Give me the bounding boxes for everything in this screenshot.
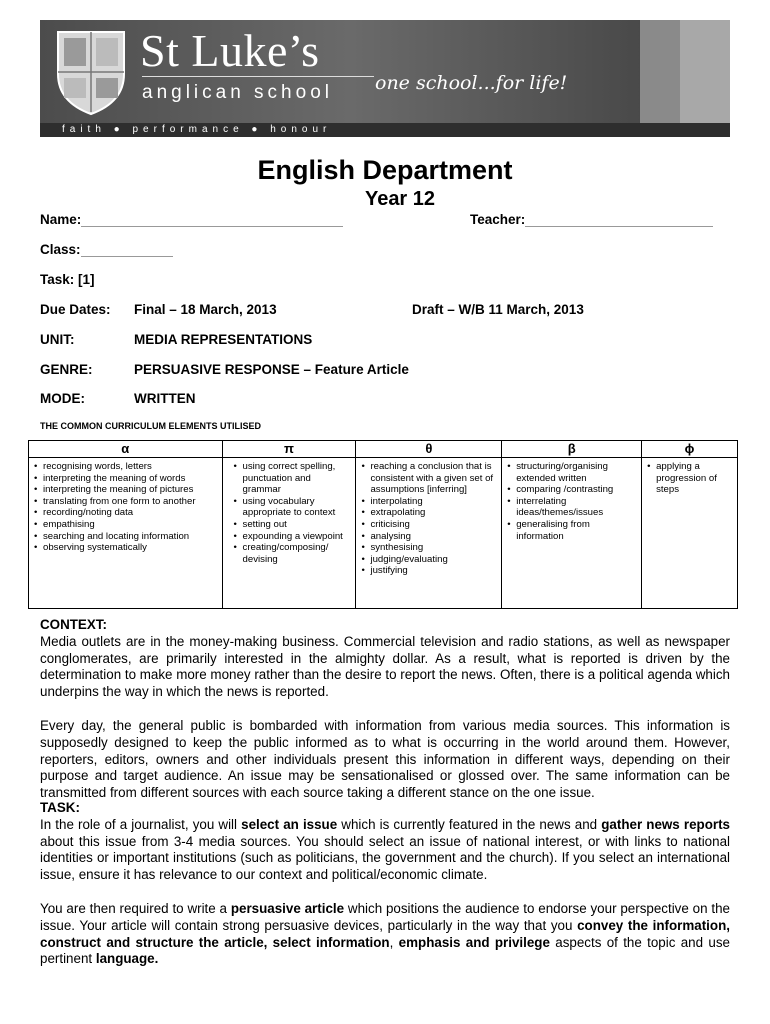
cce-column-pi: [222, 458, 356, 609]
school-values: faith ● performance ● honour: [62, 124, 332, 135]
list-item: • using correct spelling, punctuation and grammar: [243, 461, 352, 496]
school-name: St Luke’s: [140, 25, 320, 76]
due-final: Final – 18 March, 2013: [134, 302, 277, 317]
genre-label: GENRE:: [40, 362, 93, 377]
list-item: • synthesising: [370, 542, 497, 554]
context-section: [40, 617, 730, 802]
name-label: Name:: [40, 212, 82, 227]
task-text: You are then required to write a: [40, 900, 231, 916]
paragraph-spacer: [40, 884, 730, 901]
list-item: • expounding a viewpoint: [243, 531, 352, 543]
banner-divider: [142, 76, 374, 77]
cce-caption: THE COMMON CURRICULUM ELEMENTS UTILISED: [40, 421, 261, 431]
class-blank: [81, 256, 173, 257]
cce-column-alpha: [29, 458, 223, 609]
cce-items-row: [29, 458, 738, 609]
teacher-blank: [525, 226, 713, 227]
list-item: • applying a progression of steps: [656, 461, 733, 496]
task-emphasis: convey the information, construct and structure the article, select information: [40, 917, 730, 950]
task-emphasis: language.: [95, 951, 159, 967]
task-text: which positions the audience to endorse your perspective on the issue. Your article will contain strong persuasive devices, particularly in the way that you: [40, 900, 730, 933]
task-heading: TASK:: [40, 800, 80, 815]
task-emphasis: select an issue: [241, 816, 338, 832]
list-item: • criticising: [370, 519, 497, 531]
list-item: • using vocabulary appropriate to context: [243, 496, 352, 519]
due-label: Due Dates:: [40, 302, 111, 317]
list-item: • recognising words, letters: [43, 461, 218, 473]
list-item: • generalising from information: [516, 519, 637, 542]
list-item: • empathising: [43, 519, 218, 531]
task-emphasis: persuasive article: [230, 900, 345, 916]
task-number: Task: [1]: [40, 272, 95, 287]
list-item: • analysing: [370, 531, 497, 543]
list-item: • recording/noting data: [43, 507, 218, 519]
list-item: • interpolating: [370, 496, 497, 508]
banner-crest-panel-light: [680, 20, 730, 123]
school-subtitle: anglican school: [142, 82, 333, 103]
list-item: • translating from one form to another: [43, 496, 218, 508]
cce-table: [28, 440, 738, 609]
list-item: • searching and locating information: [43, 531, 218, 543]
cce-symbol-theta: θ: [356, 441, 502, 458]
school-crest-icon: [54, 28, 128, 116]
unit-value: MEDIA REPRESENTATIONS: [134, 332, 313, 347]
list-item: • comparing /contrasting: [516, 484, 637, 496]
class-field: [40, 242, 173, 257]
mode-label: MODE:: [40, 391, 85, 406]
list-item: • interpreting the meaning of pictures: [43, 484, 218, 496]
list-item: • creating/composing/ devising: [243, 542, 352, 565]
list-item: • reaching a conclusion that is consistent with a given set of assumptions [inferring]: [370, 461, 497, 496]
context-heading: CONTEXT:: [40, 617, 107, 632]
task-text: In the role of a journalist, you will: [40, 816, 242, 832]
cce-column-phi: [642, 458, 738, 609]
cce-symbol-alpha: α: [29, 441, 223, 458]
list-item: • judging/evaluating: [370, 554, 497, 566]
task-section: [40, 800, 730, 968]
list-item: • justifying: [370, 565, 497, 577]
cce-symbol-pi: π: [222, 441, 356, 458]
list-item: • structuring/organising extended written: [516, 461, 637, 484]
name-field: [40, 212, 343, 227]
cce-column-beta: [502, 458, 642, 609]
list-item: • observing systematically: [43, 542, 218, 554]
task-emphasis: emphasis and privilege: [398, 934, 550, 950]
unit-label: UNIT:: [40, 332, 75, 347]
cce-symbol-phi: ϕ: [642, 441, 738, 458]
list-item: • setting out: [243, 519, 352, 531]
cce-symbol-beta: β: [502, 441, 642, 458]
list-item: • interpreting the meaning of words: [43, 473, 218, 485]
cce-column-theta: [356, 458, 502, 609]
mode-value: WRITTEN: [134, 391, 196, 406]
task-text: ,: [389, 934, 399, 950]
year-title: Year 12: [364, 188, 436, 210]
task-paragraph-1: [40, 817, 730, 884]
cce-header-row: [29, 441, 738, 458]
genre-value: PERSUASIVE RESPONSE – Feature Article: [134, 362, 409, 377]
task-text: aspects of the topic and use pertinent: [40, 934, 730, 967]
list-item: • interrelating ideas/themes/issues: [516, 496, 637, 519]
teacher-label: Teacher:: [470, 212, 526, 227]
school-motto: one school...for life!: [375, 72, 568, 94]
department-title: English Department: [257, 155, 513, 185]
teacher-field: [470, 212, 713, 227]
paragraph-spacer: [40, 701, 730, 718]
school-banner: [40, 20, 730, 137]
task-text: which is currently featured in the news and: [337, 816, 602, 832]
task-emphasis: gather news reports: [601, 816, 731, 832]
due-draft: Draft – W/B 11 March, 2013: [412, 302, 584, 317]
context-paragraph-2: Every day, the general public is bombarded with information from various media sources. This information is supposedly designed to keep the public informed as to what is occurring in the world around them. However, reporters, editors, owners and other individuals present this information in different ways, depending on their purpose and target audience. An issue may be sensationalised or glossed over. The same information can be transmitted from different sources with each source taking a different stance on the one issue.: [40, 717, 730, 801]
class-label: Class:: [40, 242, 81, 257]
context-paragraph-1: Media outlets are in the money-making business. Commercial television and radio stations, as well as newspaper conglomerates, are primarily interested in the almighty dollar. As a result, what is reported is driven by the determination to make more money rather than the desire to report the news. Often, there is a political agenda which underpins the way in which the news is reported.: [40, 633, 730, 700]
task-text: about this issue from 3-4 media sources. You should select an issue of national interest, or with links to national identities or important institutions (such as politicians, the government and the church). If you select an international issue, ensure it has relevance to our context and political/economic climate.: [40, 833, 730, 883]
list-item: • extrapolating: [370, 507, 497, 519]
task-paragraph-2: [40, 901, 730, 968]
name-blank: [81, 226, 343, 227]
